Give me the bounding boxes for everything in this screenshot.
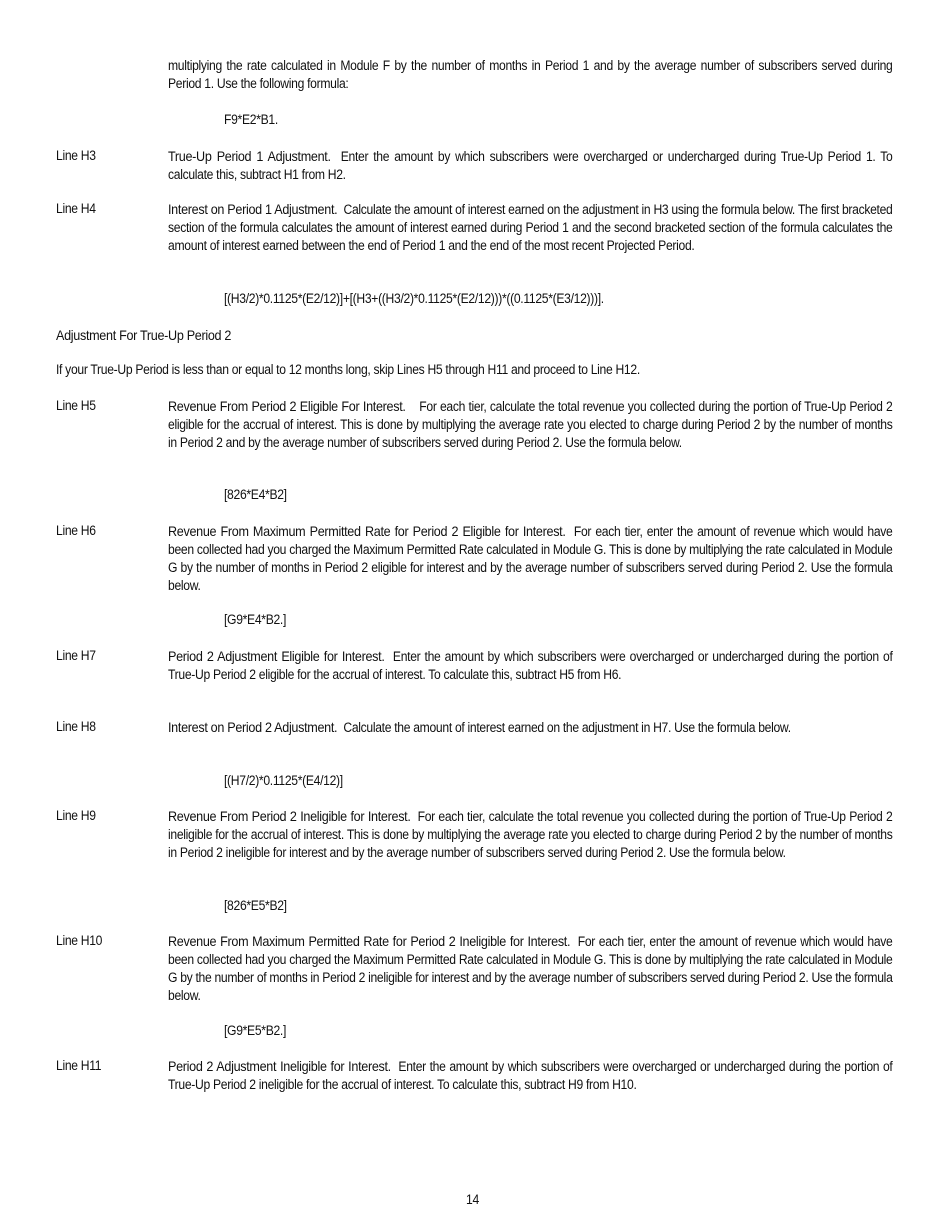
line-h7-title: Period 2 Adjustment Eligible for Interest. [168,648,385,664]
line-h4-title: Interest on Period 1 Adjustment. [168,201,338,217]
line-h10-text: For each tier, enter the amount of revenue which would have been collected had you charged the Maximum Permitted Rate calculated in Module G. This is done by multiplying the rate calculated in Module G by the number of months in Period 2 ineligible for interest and by the average number of subscribers served during Period 2. Use the formula below. [168,934,893,1003]
line-h5-formula: [826*E4*B2] [224,487,287,502]
intro-paragraph: multiplying the rate calculated in Module F by the number of months in Period 1 and by the average number of subscribers served during Period 1. Use the following formula: [168,58,893,91]
line-h9-title: Revenue From Period 2 Ineligible for Interest. [168,808,411,824]
line-h4-formula: [(H3/2)*0.1125*(E2/12)]+[(H3+((H3/2)*0.1125*(E2/12)))*((0.1125*(E3/12)))]. [224,291,604,306]
line-h9-text: For each tier, calculate the total revenue you collected during the portion of True-Up Period 2 ineligible for the accrual of interest. This is done by multiplying the average rate you elected to charge during Period 2 by the number of months in Period 2 ineligible for interest and by the average number of subscribers served during Period 2. Use the formula below. [168,809,893,860]
line-h11-text: Enter the amount by which subscribers were overcharged or undercharged during the portion of True-Up Period 2 ineligible for the accrual of interest. To calculate this, subtract H9 from H10. [168,1059,893,1092]
section-note: If your True-Up Period is less than or equal to 12 months long, skip Lines H5 through H11 and proceed to Line H12. [56,362,640,377]
line-h4-body [168,200,893,255]
line-h5-label: Line H5 [56,398,96,413]
page-number: 14 [466,1192,479,1207]
line-h6-text: For each tier, enter the amount of revenue which would have been collected had you charged the Maximum Permitted Rate calculated in Module G. This is done by multiplying the rate calculated in Module G by the number of months in Period 2 eligible for interest and by the average number of subscribers served during Period 2. Use the formula below. [168,524,893,593]
line-h8-title: Interest on Period 2 Adjustment. [168,719,338,735]
line-h3-text: Enter the amount by which subscribers were overcharged or undercharged during True-Up Period 1. To calculate this, subtract H1 from H2. [168,149,893,182]
line-h11-title: Period 2 Adjustment Ineligible for Interest. [168,1058,391,1074]
line-h4-text: Calculate the amount of interest earned on the adjustment in H3 using the formula below. The first bracketed section of the formula calculates the amount of interest earned during Period 1 and the second bracketed section of the formula calculates the amount of interest earned between the end of Period 1 and the end of the most recent Projected Period. [168,202,893,253]
line-h8-label: Line H8 [56,719,96,734]
line-h5-title: Revenue From Period 2 Eligible For Interest. [168,398,406,414]
line-h10-formula: [G9*E5*B2.] [224,1023,287,1038]
line-h10-body [168,932,893,1005]
line-h7-body [168,647,893,684]
line-h5-text: For each tier, calculate the total revenue you collected during the portion of True-Up Period 2 eligible for the accrual of interest. This is done by multiplying the average rate you elected to charge during Period 2 by the number of months in Period 2 and by the average number of subscribers served during Period 2. Use the formula below. [168,399,893,450]
line-h11-label: Line H11 [56,1058,102,1073]
intro-formula: F9*E2*B1. [224,112,278,127]
line-h8-formula: [(H7/2)*0.1125*(E4/12)] [224,773,343,788]
line-h8-body [168,718,893,737]
line-h5-body [168,397,893,452]
line-h6-body [168,522,893,595]
line-h11-body [168,1057,893,1094]
line-h10-title: Revenue From Maximum Permitted Rate for Period 2 Ineligible for Interest. [168,933,571,949]
section-heading: Adjustment For True-Up Period 2 [56,327,232,343]
line-h7-text: Enter the amount by which subscribers were overcharged or undercharged during the portion of True-Up Period 2 eligible for the accrual of interest. To calculate this, subtract H5 from H6. [168,649,893,682]
line-h8-text: Calculate the amount of interest earned on the adjustment in H7. Use the formula below. [343,720,791,735]
line-h9-body [168,807,893,862]
line-h3-label: Line H3 [56,148,96,163]
line-h4-label: Line H4 [56,201,96,216]
line-h3-title: True-Up Period 1 Adjustment. [168,148,331,164]
line-h9-formula: [826*E5*B2] [224,898,287,913]
line-h6-title: Revenue From Maximum Permitted Rate for Period 2 Eligible for Interest. [168,523,566,539]
line-h3-body [168,147,893,184]
line-h7-label: Line H7 [56,648,96,663]
line-h9-label: Line H9 [56,808,96,823]
line-h10-label: Line H10 [56,933,103,948]
line-h6-formula: [G9*E4*B2.] [224,612,287,627]
line-h6-label: Line H6 [56,523,96,538]
